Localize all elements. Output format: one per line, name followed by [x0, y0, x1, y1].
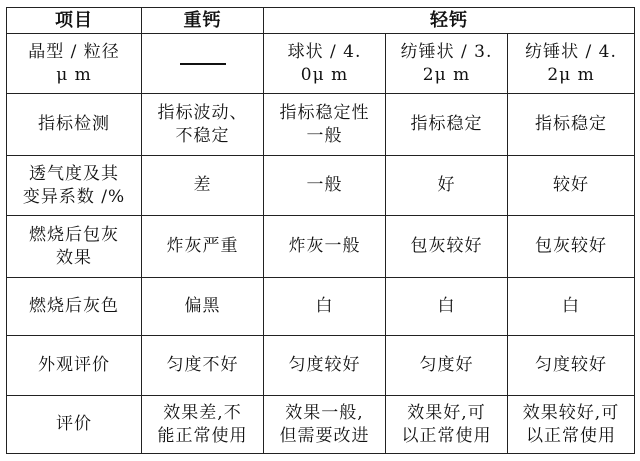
cell-light-3: 包灰较好 [508, 216, 635, 278]
cell-heavy: 指标波动、 不稳定 [142, 94, 264, 156]
cell-heavy: 效果差,不 能正常使用 [142, 396, 264, 454]
row-label: 透气度及其 变异系数 /% [7, 156, 142, 216]
row-label: 晶型 / 粒径 μ m [7, 34, 142, 94]
cell-light-2: 效果好,可 以正常使用 [386, 396, 508, 454]
cell-light-3: 指标稳定 [508, 94, 635, 156]
row-permeability [7, 156, 635, 216]
cell-light-1: 一般 [264, 156, 386, 216]
row-label: 外观评价 [7, 336, 142, 396]
header-heavy-calcium: 重钙 [142, 8, 264, 34]
cell-heavy: 匀度不好 [142, 336, 264, 396]
comparison-table [6, 7, 635, 454]
cell-light-1: 匀度较好 [264, 336, 386, 396]
row-label: 燃烧后包灰 效果 [7, 216, 142, 278]
row-label: 燃烧后灰色 [7, 278, 142, 336]
cell-light-2: 包灰较好 [386, 216, 508, 278]
cell-light-2: 白 [386, 278, 508, 336]
cell-light-2: 指标稳定 [386, 94, 508, 156]
cell-light-3: 纺锤状 / 4. 2μ m [508, 34, 635, 94]
cell-light-3: 匀度较好 [508, 336, 635, 396]
cell-heavy [142, 34, 264, 94]
cell-light-3: 效果较好,可 以正常使用 [508, 396, 635, 454]
row-ash-color [7, 278, 635, 336]
cell-light-2: 好 [386, 156, 508, 216]
cell-light-2: 纺锤状 / 3. 2μ m [386, 34, 508, 94]
dash-line [180, 63, 226, 65]
header-row [7, 8, 635, 34]
cell-light-1: 炸灰一般 [264, 216, 386, 278]
cell-light-3: 白 [508, 278, 635, 336]
cell-light-1: 白 [264, 278, 386, 336]
cell-heavy: 差 [142, 156, 264, 216]
row-crystal-size [7, 34, 635, 94]
cell-light-3: 较好 [508, 156, 635, 216]
row-evaluation [7, 396, 635, 454]
cell-light-1: 效果一般, 但需要改进 [264, 396, 386, 454]
row-index-test [7, 94, 635, 156]
row-ash-wrapping [7, 216, 635, 278]
header-light-calcium: 轻钙 [264, 8, 635, 34]
cell-light-1: 指标稳定性 一般 [264, 94, 386, 156]
row-label: 评价 [7, 396, 142, 454]
cell-light-1: 球状 / 4. 0μ m [264, 34, 386, 94]
cell-light-2: 匀度好 [386, 336, 508, 396]
row-appearance [7, 336, 635, 396]
header-item: 项目 [7, 8, 142, 34]
cell-heavy: 偏黑 [142, 278, 264, 336]
row-label: 指标检测 [7, 94, 142, 156]
cell-heavy: 炸灰严重 [142, 216, 264, 278]
